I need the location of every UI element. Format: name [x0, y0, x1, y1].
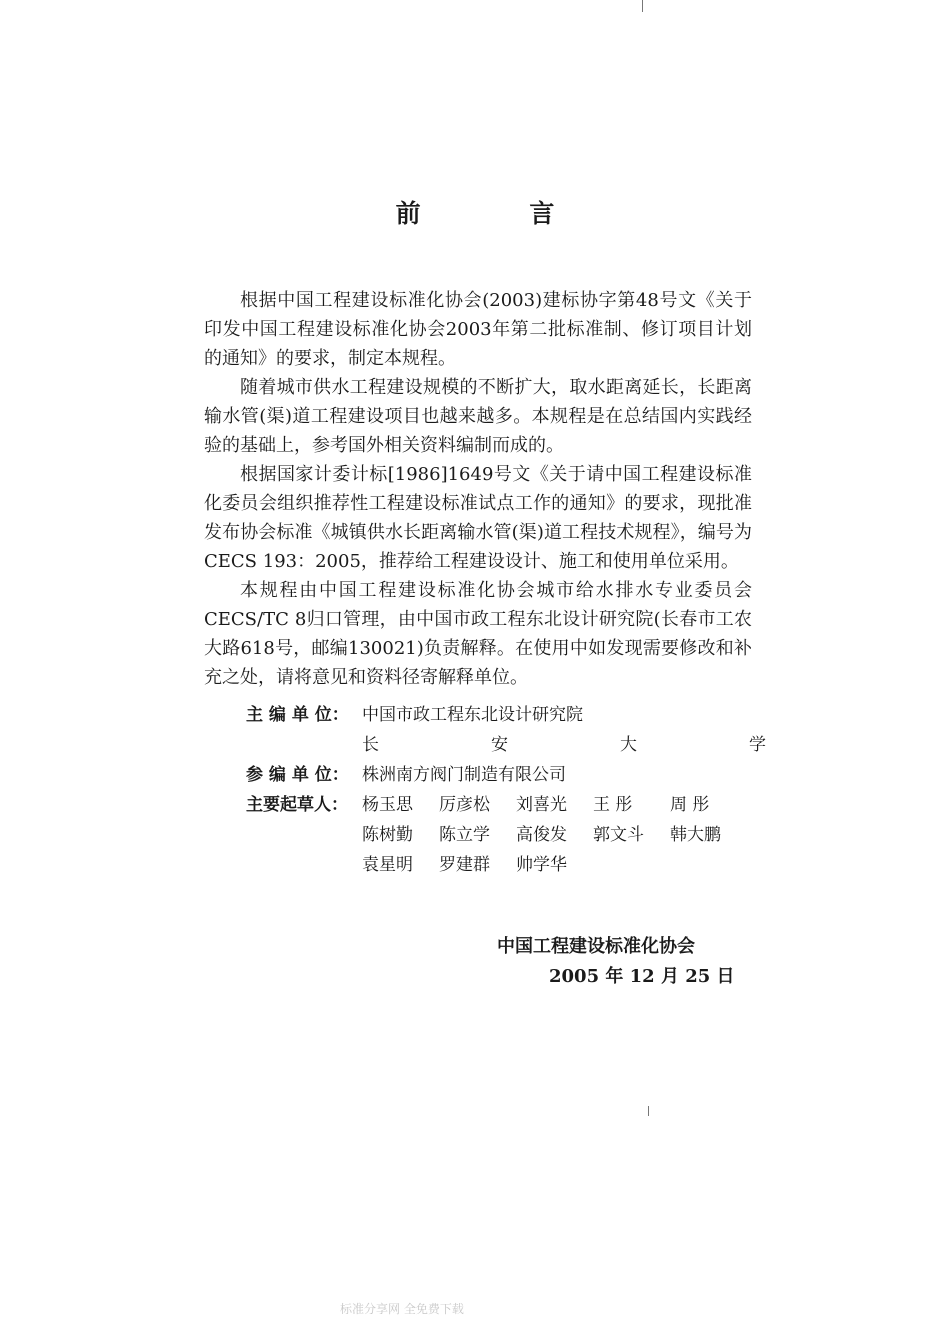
top-crop-mark — [642, 0, 643, 12]
drafter-name: 帅学华 — [516, 855, 567, 875]
co-editor-row — [246, 760, 766, 790]
issuer-block — [497, 932, 757, 992]
preface-body — [204, 286, 752, 692]
drafters-label: 主要起草人： — [246, 795, 348, 815]
chief-editor-unit: 中国市政工程东北设计研究院 — [362, 705, 583, 725]
drafters-row — [246, 790, 766, 880]
drafter-name: 厉彦松 — [439, 795, 490, 815]
paragraph-1: 根据中国工程建设标准化协会(2003)建标协字第48号文《关于印发中国工程建设标准化协会2003年第二批标准制、修订项目计划的通知》的要求，制定本规程。 — [204, 290, 752, 369]
chief-editor-row — [246, 700, 766, 730]
drafter-name: 韩大鹏 — [670, 825, 721, 845]
paragraph-2: 随着城市供水工程建设规模的不断扩大，取水距离延长，长距离输水管(渠)道工程建设项目也越来越多。本规程是在总结国内实践经验的基础上，参考国外相关资料编制而成的。 — [204, 377, 752, 456]
issue-date: 2005 年 12 月 25 日 — [549, 966, 735, 987]
drafter-name: 陈立学 — [439, 825, 490, 845]
editor-list — [246, 700, 766, 880]
drafter-name: 罗建群 — [439, 855, 490, 875]
footer-watermark: 标准分享网 全免费下载 — [340, 1302, 464, 1316]
drafter-name: 袁星明 — [362, 855, 413, 875]
issuer-org: 中国工程建设标准化协会 — [497, 936, 695, 957]
drafter-name: 王 彤 — [593, 795, 633, 815]
drafter-name: 高俊发 — [516, 825, 567, 845]
co-editor-label: 参 编 单 位： — [246, 765, 349, 785]
drafter-name: 陈树勤 — [362, 825, 413, 845]
drafter-name: 周 彤 — [670, 795, 710, 815]
chief-editor-row-2 — [246, 730, 766, 760]
drafter-names — [362, 790, 766, 880]
bottom-crop-mark — [648, 1106, 649, 1116]
drafter-name: 杨玉思 — [362, 795, 413, 815]
page-title: 前 言 — [395, 199, 605, 228]
chief-editor-label: 主 编 单 位： — [246, 705, 349, 725]
chief-editor-unit-2: 长 安 大 学 — [362, 735, 766, 755]
drafter-name: 郭文斗 — [593, 825, 644, 845]
co-editor-unit: 株洲南方阀门制造有限公司 — [362, 765, 566, 785]
drafter-name: 刘喜光 — [516, 795, 567, 815]
paragraph-4: 本规程由中国工程建设标准化协会城市给水排水专业委员会CECS/TC 8归口管理，由中国市政工程东北设计研究院(长春市工农大路618号，邮编130021)负责解释。在使用中如发现需要修改和补充之处，请将意见和资料径寄解释单位。 — [204, 580, 752, 688]
paragraph-3: 根据国家计委计标[1986]1649号文《关于请中国工程建设标准化委员会组织推荐性工程建设标准试点工作的通知》的要求，现批准发布协会标准《城镇供水长距离输水管(渠)道工程技术规程》，编号为CECS 193：2005，推荐给工程建设设计、施工和使用单位采用。 — [204, 464, 752, 572]
